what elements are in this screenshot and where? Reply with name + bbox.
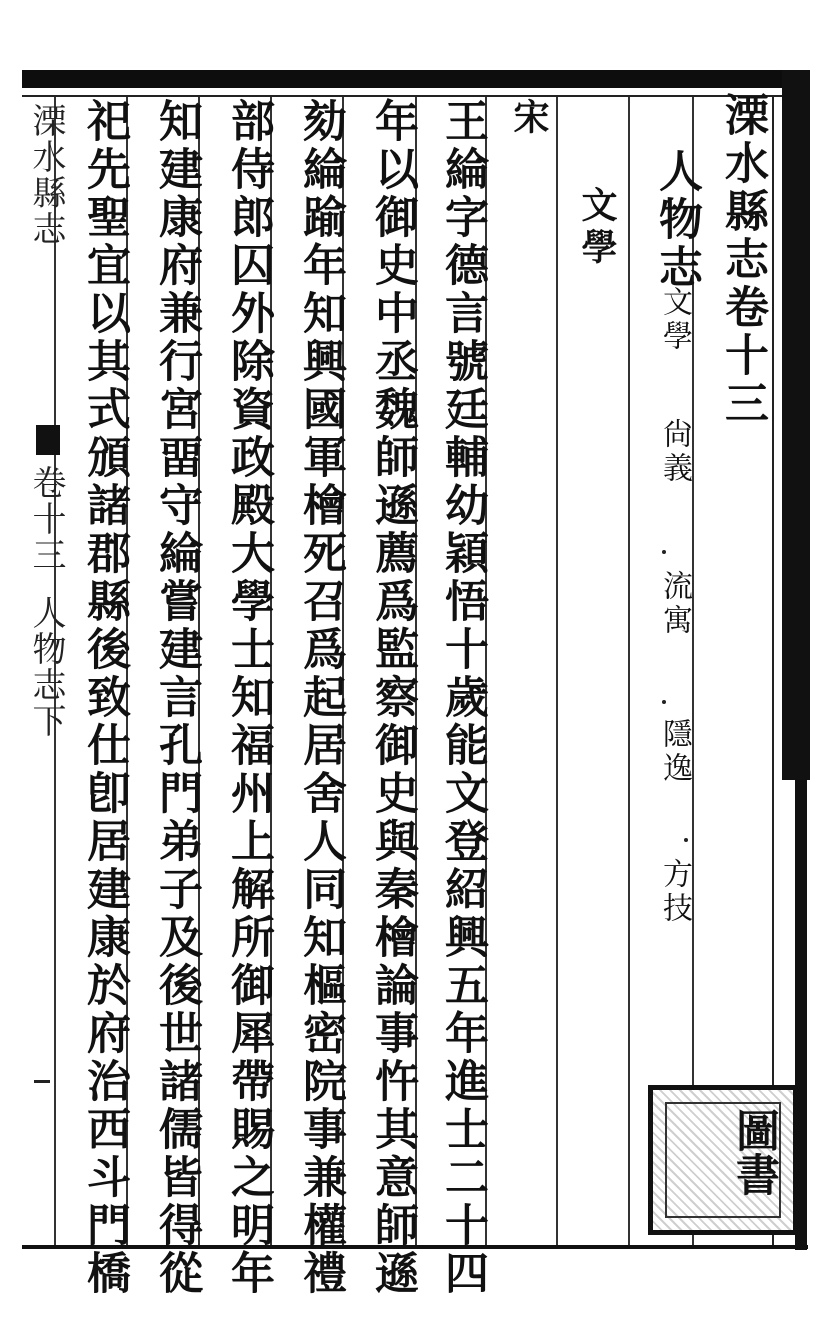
book-title: 溧水縣志卷十三 <box>717 92 768 428</box>
gutter-page-mark <box>34 1080 50 1083</box>
gutter-section: 人物志下 <box>26 595 66 739</box>
right-border-bar <box>782 70 810 780</box>
subsection-item: 尙義 <box>657 418 692 486</box>
top-border-rule <box>22 70 808 88</box>
gutter-fishtail-mark <box>36 425 60 455</box>
gutter-volume: 卷十三 <box>26 465 66 573</box>
gutter-title: 溧水縣志 <box>26 103 66 247</box>
subsection-item: 隱逸 <box>657 718 692 786</box>
body-column: 部侍郎囚外除資政殿大學士知福州上解所御犀帶賜之明年 <box>223 98 274 1298</box>
dynasty-label: 宋 <box>508 98 550 140</box>
column-divider <box>556 97 558 1245</box>
subsection-item: 流寓 <box>657 570 692 638</box>
library-seal-stamp <box>648 1085 798 1235</box>
section-heading: 文學 <box>576 186 618 270</box>
body-column: 知建康府兼行宮畱守綸嘗建言孔門弟子及後世諸儒皆得從 <box>151 98 202 1298</box>
section-title: 人物志 <box>651 148 702 292</box>
column-divider <box>628 97 630 1245</box>
body-column: 王綸字德言號廷輔幼穎悟十歲能文登紹興五年進士二十四 <box>437 98 488 1298</box>
body-column: 年以御史中丞魏師遜薦爲監察御史與秦檜論事忤其意師遜 <box>367 98 418 1298</box>
page-gutter <box>12 95 66 1245</box>
body-column: 劾綸踰年知興國軍檜死召爲起居舍人同知樞密院事兼權禮 <box>295 98 346 1298</box>
separator-dot <box>684 838 688 842</box>
body-column: 祀先聖宜以其式頒諸郡縣後致仕卽居建康於府治西斗門橋 <box>79 98 130 1298</box>
subsection-item: 方技 <box>657 858 692 926</box>
separator-dot <box>662 550 666 554</box>
separator-dot <box>662 700 666 704</box>
subsection-item: 文學 <box>657 286 692 354</box>
seal-text: 圖書 <box>728 1108 779 1196</box>
